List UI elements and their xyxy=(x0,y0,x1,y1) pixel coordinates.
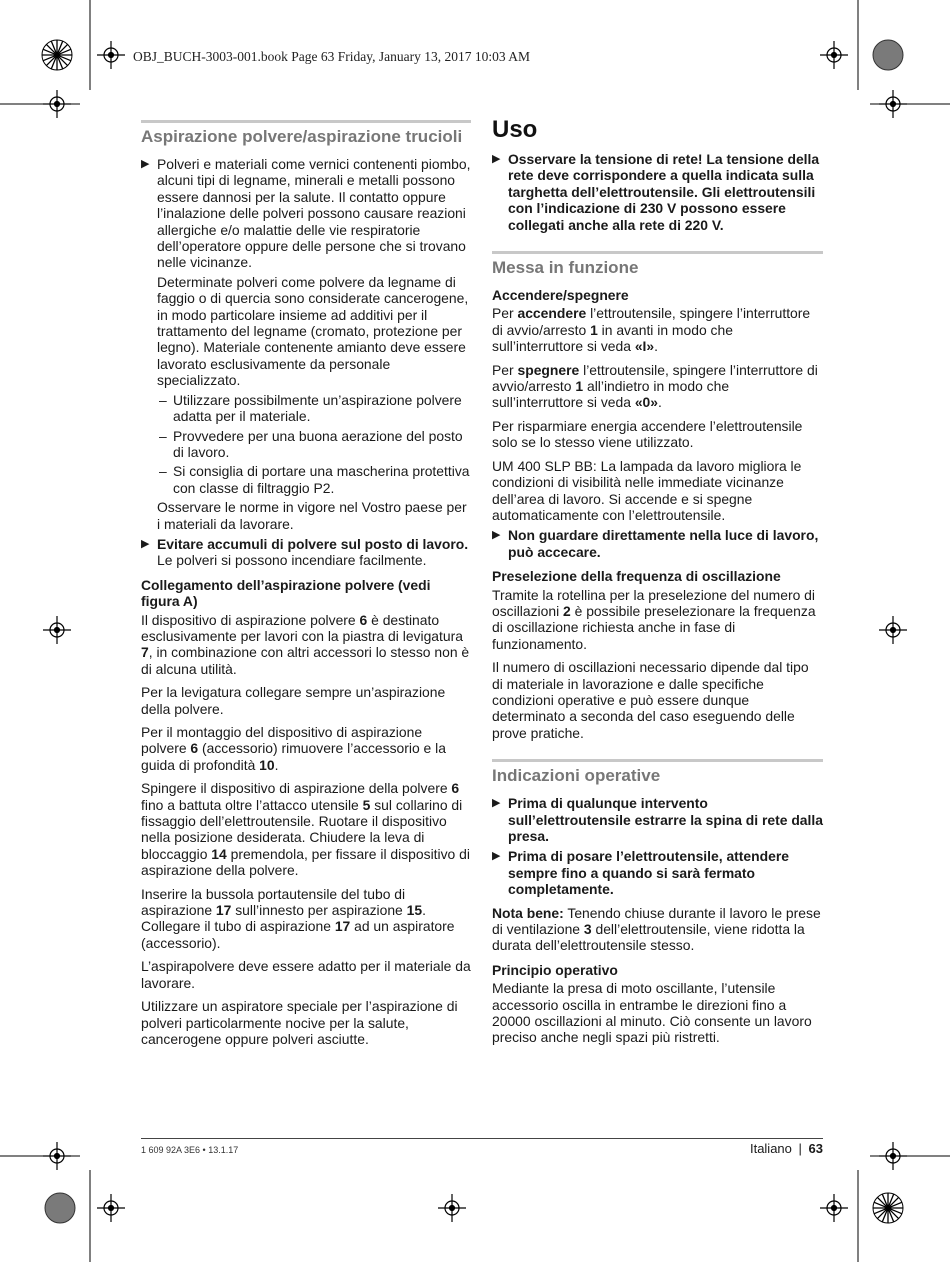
footer-page-label xyxy=(750,1141,823,1156)
registration-mark xyxy=(43,616,71,644)
paragraph: Inserire la bussola portautensile del tubo di aspirazione 17 sull’innesto per aspirazione 15. Collegare il tubo di aspirazione 17 ad un aspiratore (accessorio). xyxy=(141,885,455,951)
subheading-principle: Principio operativo xyxy=(492,961,618,978)
registration-mark xyxy=(879,1142,907,1170)
dash-list-item xyxy=(141,392,471,425)
paragraph-note: Nota bene: Tenendo chiuse durante il lavoro le prese di ventilazione 3 dell’elettroutensile, viene ridotta la durata dell’elettroutensile stesso. xyxy=(492,904,821,954)
warning-bold-text: Prima di qualunque intervento sull’elettroutensile estrarre la spina di rete dalla presa. xyxy=(508,795,823,844)
warning-bullet-standstill xyxy=(492,848,823,897)
section-heading-dust-extraction: Aspirazione polvere/aspirazione trucioli xyxy=(141,120,471,147)
paragraph: Utilizzare possibilmente un’aspirazione polvere adatta per il materiale. xyxy=(173,391,462,425)
registration-mark xyxy=(97,1194,125,1222)
footer-code: 1 609 92A 3E6 • 13.1.17 xyxy=(141,1145,239,1155)
arrow-bullet-icon: ▶ xyxy=(141,537,150,550)
registration-mark xyxy=(820,1194,848,1222)
left-column xyxy=(141,120,471,1050)
arrow-bullet-icon: ▶ xyxy=(141,158,150,170)
registration-mark xyxy=(879,616,907,644)
print-header: OBJ_BUCH-3003-001.book Page 63 Friday, January 13, 2017 10:03 AM xyxy=(133,49,530,64)
paragraph: Per risparmiare energia accendere l’elettroutensile solo se lo stesso viene utilizzato. xyxy=(492,417,803,451)
warning-bullet-lamp xyxy=(492,527,823,560)
arrow-bullet-icon: ▶ xyxy=(492,529,501,542)
warning-bold-text: Evitare accumuli di polvere sul posto di lavoro. xyxy=(157,535,469,552)
gray-target-bottom-left xyxy=(45,1193,75,1223)
registration-mark xyxy=(879,90,907,118)
warning-bullet-voltage xyxy=(492,151,823,233)
paragraph: Spingere il dispositivo di aspirazione della polvere 6 fino a battuta oltre l’attacco utensile 5 sul collarino di fissaggio dell’elettroutensile. Ruotare il dispositivo nella posizione desiderata. Chiudere la leva di bloccaggio 14 premendola, per fissare il dispositivo di aspirazione della polvere. xyxy=(141,780,470,879)
paragraph: UM 400 SLP BB: La lampada da lavoro migliora le condizioni di visibilità nelle immediate vicinanze dell’area di lavoro. Si accende e si spegne automaticamente con l’elettroutensile. xyxy=(492,457,802,523)
dash-marker: – xyxy=(159,391,167,408)
paragraph: Per la levigatura collegare sempre un’aspirazione della polvere. xyxy=(141,684,446,717)
arrow-bullet-icon: ▶ xyxy=(492,153,501,165)
registration-mark xyxy=(820,41,848,69)
warning-bold-text: Prima di posare l’elettroutensile, attendere sempre fino a quando si sarà fermato completamente. xyxy=(508,848,789,898)
warning-bullet-accumulation xyxy=(141,536,471,569)
footer-rule xyxy=(141,1138,823,1139)
registration-mark xyxy=(43,90,71,118)
right-column xyxy=(492,116,823,1049)
paragraph: Tramite la rotellina per la preselezione del numero di oscillazioni 2 è possibile preselezionare la frequenza di oscillazione richiesta anche in fase di funzionamento. xyxy=(492,586,816,652)
registration-mark xyxy=(97,41,125,69)
paragraph: Le polveri si possono incendiare facilmente. xyxy=(157,552,427,569)
subheading-dust-connection: Collegamento dell’aspirazione polvere (vedi figura A) xyxy=(141,576,431,610)
paragraph: Per il montaggio del dispositivo di aspirazione polvere 6 (accessorio) rimuovere l’accessorio e la guida di profondità 10. xyxy=(141,724,446,773)
section-heading-operating: Indicazioni operative xyxy=(492,759,823,786)
paragraph: Polveri e materiali come vernici contenenti piombo, alcuni tipi di legname, minerali e metalli possono essere dannosi per la salute. Il contatto oppure l’inalazione delle polveri possono causare reazioni allergiche e/o malattie delle vie respiratorie dell’operatore oppure delle persone che si trovano nelle vicinanze. xyxy=(157,156,471,271)
dash-marker: – xyxy=(159,427,167,444)
gray-target-top-right xyxy=(873,40,903,70)
subheading-on-off: Accendere/spegnere xyxy=(492,287,629,304)
paragraph: Determinate polveri come polvere da legname di faggio o di quercia sono considerate cancerogene, in modo particolare insieme ad additivi per il trattamento del legname (cromato, protezione per legno). Materiale contenente amianto deve essere lavorato esclusivamente da personale specializzato. xyxy=(157,273,469,389)
arrow-bullet-icon: ▶ xyxy=(492,850,501,863)
dash-list-item xyxy=(141,463,471,496)
paragraph: Per spegnere l’ettroutensile, spingere l’interruttore di avvio/arresto 1 all’indietro in modo che sull’interruttore si veda «0». xyxy=(492,361,818,411)
paragraph: Utilizzare un aspiratore speciale per l’aspirazione di polveri particolarmente nocive per la salute, cancerogene oppure polveri asciutte. xyxy=(141,998,458,1047)
page-title: Uso xyxy=(492,116,538,143)
star-target-top-left xyxy=(42,40,72,70)
subheading-frequency: Preselezione della frequenza di oscillazione xyxy=(492,568,781,585)
section-heading-startup: Messa in funzione xyxy=(492,251,823,278)
dash-list-item xyxy=(141,428,471,461)
paragraph-observe: Osservare le norme in vigore nel Vostro paese per i materiali da lavorare. xyxy=(157,499,467,532)
footer-language: Italiano xyxy=(749,1141,792,1156)
warning-bullet-unplug xyxy=(492,795,823,844)
paragraph: Provvedere per una buona aerazione del posto di lavoro. xyxy=(173,427,463,460)
arrow-bullet-icon: ▶ xyxy=(492,797,501,810)
paragraph: Il dispositivo di aspirazione polvere 6 è destinato esclusivamente per lavori con la piastra di levigatura 7, in combinazione con altri accessori lo stesso non è di alcuna utilità. xyxy=(141,611,470,677)
dash-marker: – xyxy=(159,463,167,480)
star-target-bottom-right xyxy=(873,1193,903,1223)
page-number: 63 xyxy=(808,1141,823,1156)
paragraph: L’aspirapolvere deve essere adatto per il materiale da lavorare. xyxy=(141,958,471,991)
warning-bold-text: Non guardare direttamente nella luce di lavoro, può accecare. xyxy=(508,527,819,560)
paragraph: Mediante la presa di moto oscillante, l’utensile accessorio oscilla in entrambe le direzioni fino a 20000 oscillazioni al minuto. Ciò consente un lavoro preciso anche negli spazi più ristretti. xyxy=(492,980,812,1046)
paragraph: Il numero di oscillazioni necessario dipende dal tipo di materiale in lavorazione e dalle specifiche condizioni operative e può essere dunque determinato a seconda del caso eseguendo delle prove pratiche. xyxy=(492,659,809,741)
registration-mark xyxy=(438,1194,466,1222)
warning-bullet-dust xyxy=(141,156,471,389)
registration-mark xyxy=(43,1142,71,1170)
paragraph: Per accendere l’ettroutensile, spingere l’interruttore di avvio/arresto 1 in avanti in modo che sull’interruttore si veda «I». xyxy=(492,305,811,355)
paragraph: Si consiglia di portare una mascherina protettiva con classe di filtraggio P2. xyxy=(173,463,470,496)
warning-bold-text: Osservare la tensione di rete! La tensione della rete deve corrispondere a quella indicata sulla targhetta dell’elettroutensile. Gli elettroutensili con l’indicazione di 230 V possono essere collegati anche alla rete di 220 V. xyxy=(508,151,820,233)
footer-separator: | xyxy=(798,1141,802,1156)
